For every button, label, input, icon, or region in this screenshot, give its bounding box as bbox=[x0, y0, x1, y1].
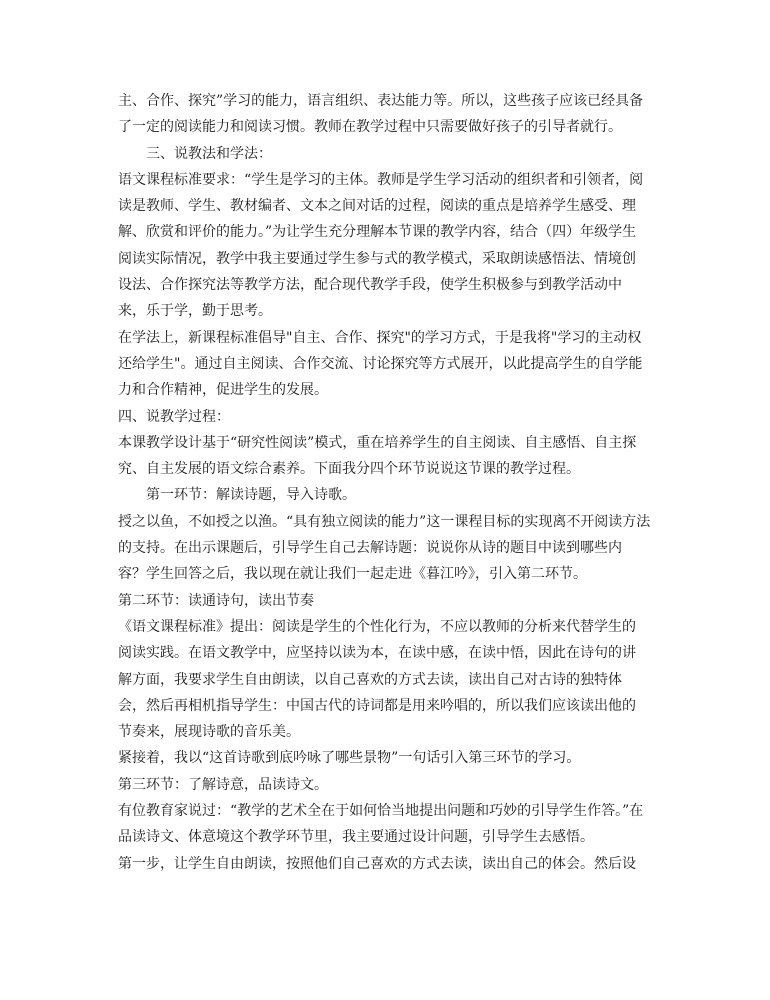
text-line: 在学法上，新课程标准倡导"自主、合作、探究"的学习方式，于是我将"学习的主动权 bbox=[118, 329, 642, 346]
text-line: 容？学生回答之后，我以现在就让我们一起走进《暮江吟》，引入第二环节。 bbox=[118, 566, 587, 583]
text-line: 第二环节：读通诗句，读出节奏 bbox=[118, 592, 314, 609]
text-line: 解、欣赏和评价的能力。”为让学生充分理解本节课的教学内容，结合（四）年级学生 bbox=[118, 224, 637, 241]
text-line: 紧接着，我以“这首诗歌到底吟咏了哪些景物”一句话引入第三环节的学习。 bbox=[118, 750, 581, 767]
text-line: 主、合作、探究”学习的能力，语言组织、表达能力等。所以，这些孩子应该已经具备 bbox=[118, 93, 644, 109]
text-line: 第一环节：解读诗题，导入诗歌。 bbox=[146, 487, 356, 504]
text-line: 还给学生"。通过自主阅读、合作交流、讨论探究等方式展开，以此提高学生的自学能 bbox=[118, 355, 643, 372]
text-line: 《语文课程标准》提出：阅读是学生的个性化行为，不应以教师的分析来代替学生的 bbox=[118, 618, 636, 635]
text-line: 来，乐于学，勤于思考。 bbox=[118, 303, 272, 320]
text-line: 阅读实际情况，教学中我主要通过学生参与式的教学模式，采取朗读感悟法、情境创 bbox=[118, 250, 636, 267]
text-line: 节奏来，展现诗歌的音乐美。 bbox=[118, 724, 300, 741]
text-line: 究、自主发展的语文综合素养。下面我分四个环节说说这节课的教学过程。 bbox=[118, 461, 580, 478]
text-line: 的支持。在出示课题后，引导学生自己去解诗题：说说你从诗的题目中读到哪些内 bbox=[118, 540, 622, 557]
text-line: 了一定的阅读能力和阅读习惯。教师在教学过程中只需要做好孩子的引导者就行。 bbox=[118, 119, 622, 136]
text-line: 品读诗文、体意境这个教学环节里，我主要通过设计问题，引导学生去感悟。 bbox=[118, 829, 594, 846]
text-line: 三、说教法和学法： bbox=[146, 145, 272, 162]
text-line: 力和合作精神，促进学生的发展。 bbox=[118, 382, 328, 399]
body-text bbox=[118, 88, 658, 877]
text-line: 有位教育家说过：“教学的艺术全在于如何恰当地提出问题和巧妙的引导学生作答。”在 bbox=[118, 803, 644, 820]
text-line: 第三环节：了解诗意，品读诗文。 bbox=[118, 776, 328, 793]
text-line: 授之以鱼，不如授之以渔。“具有独立阅读的能力”这一课程目标的实现离不开阅读方法 bbox=[118, 513, 651, 530]
text-line: 解方面，我要求学生自由朗读，以自己喜欢的方式去读，读出自己对古诗的独特体 bbox=[118, 671, 622, 688]
text-line: 第一步，让学生自由朗读，按照他们自己喜欢的方式去读，读出自己的体会。然后设 bbox=[118, 855, 636, 872]
text-line: 会，然后再相机指导学生：中国古代的诗词都是用来吟唱的，所以我们应该读出他的 bbox=[118, 697, 636, 714]
text-line: 读是教师、学生、教材编者、文本之间对话的过程，阅读的重点是培养学生感受、理 bbox=[118, 198, 636, 215]
text-line: 本课教学设计基于“研究性阅读”模式，重在培养学生的自主阅读、自主感悟、自主探 bbox=[118, 434, 637, 451]
text-line: 语文课程标准要求：“学生是学习的主体。教师是学生学习活动的组织者和引领者，阅 bbox=[118, 171, 644, 188]
text-line: 设法、合作探究法等教学方法，配合现代教学手段，使学生积极参与到教学活动中 bbox=[118, 277, 622, 294]
text-line: 阅读实践。在语文教学中，应坚持以读为本，在读中感，在读中悟，因此在诗句的讲 bbox=[118, 645, 636, 662]
text-line: 四、说教学过程： bbox=[118, 408, 230, 425]
